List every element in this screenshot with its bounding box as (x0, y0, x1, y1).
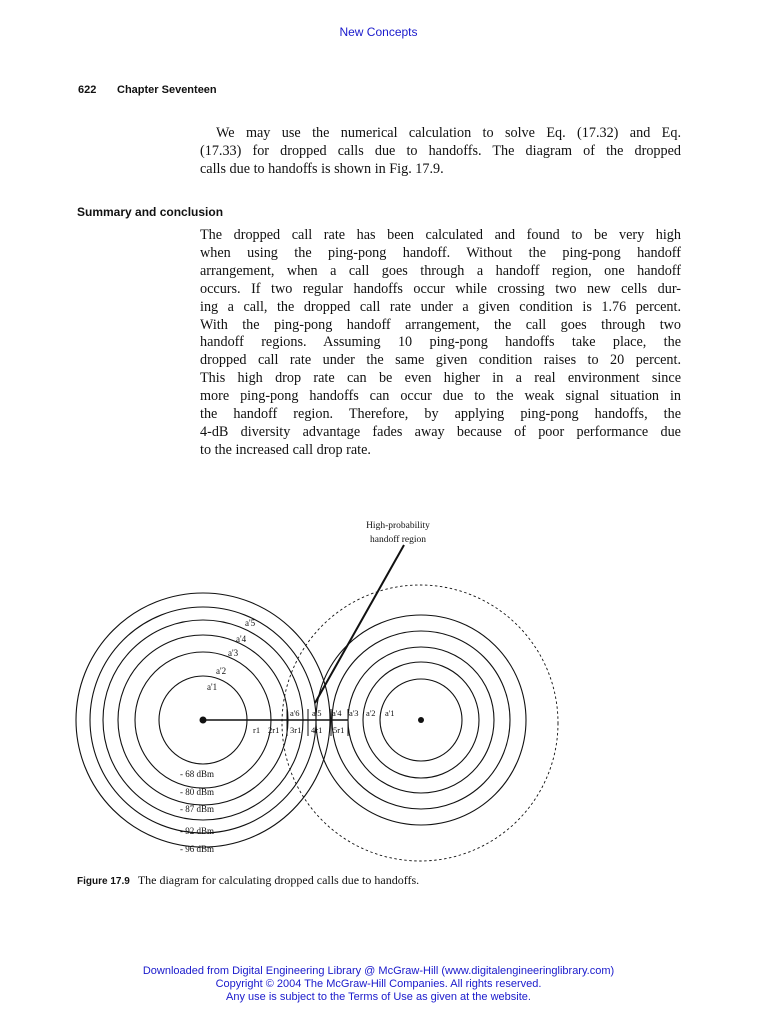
footer-copyright: Copyright © 2004 The McGraw-Hill Companies. All rights reserved. (215, 978, 542, 990)
ring-label: a'1 (385, 708, 395, 718)
footer-terms[interactable]: Any use is subject to the Terms of Use as given at the website. (226, 991, 531, 1003)
text-line: when using the ping-pong handoff. Without the ping-pong handoff (200, 244, 681, 261)
text-line: to the increased call drop rate. (200, 441, 371, 458)
text-line: This high drop rate can be even higher in a real environment since (200, 370, 681, 387)
text-line: arrangement, when a call goes through a handoff region, one handoff (200, 262, 681, 279)
ring-label: a'5 (312, 708, 322, 718)
signal-level-label: - 80 dBm (180, 787, 215, 797)
ring-label: a'3 (349, 708, 359, 718)
right-cell-boundary (282, 585, 558, 861)
ring-label: a'3 (228, 648, 239, 658)
page-number: 622 (78, 84, 97, 96)
text-line: 4-dB diversity advantage fades away because of poor performance due (200, 423, 681, 440)
figure-label: Figure 17.9 (77, 876, 130, 887)
text-line: the handoff region. Therefore, by applying ping-pong handoffs, the (200, 406, 681, 423)
text-line: handoff regions. Assuming 10 ping-pong handoffs take place, the (200, 334, 681, 351)
text-line: ing a call, the dropped call rate under a given condition is 1.76 percent. (200, 298, 681, 315)
ring-label: a'5 (245, 618, 256, 628)
radius-label: 5r1 (333, 725, 345, 735)
paragraph-summary (200, 227, 681, 460)
ring-label: a'4 (332, 708, 342, 718)
figure-caption-text: The diagram for calculating dropped calls due to handoffs. (137, 873, 420, 887)
ring-label: a'2 (216, 666, 227, 676)
ring-label: a'6 (290, 708, 300, 718)
footer (0, 965, 757, 1004)
ring-label: a'2 (366, 708, 376, 718)
callout-label-line2: handoff region (369, 535, 427, 545)
right-cell-site (418, 717, 424, 723)
text-line: With the ping-pong handoff arrangement, the call goes through two (200, 316, 681, 333)
text-line: We may use the numerical calculation to solve Eq. (17.32) and Eq. (216, 125, 681, 141)
signal-level-label: - 68 dBm (180, 769, 215, 779)
chapter-title: Chapter Seventeen (117, 84, 217, 96)
callout-label-line1: High-probability (366, 521, 430, 531)
text-line: (17.33) for dropped calls due to handoffs. The diagram of the dropped (200, 142, 681, 159)
radius-label: 4r1 (311, 725, 323, 735)
section-heading-summary: Summary and conclusion (77, 205, 224, 219)
text-line: more ping-pong handoffs can occur due to the weak signal situation in (200, 388, 681, 405)
top-link[interactable]: New Concepts (339, 25, 418, 39)
text-line: dropped call rate under the same given condition raises to 20 percent. (200, 352, 681, 369)
text-line: The dropped call rate has been calculated and found to be very high (200, 227, 681, 243)
text-line: calls due to handoffs is shown in Fig. 17.9. (200, 160, 444, 177)
radius-label: r1 (253, 725, 261, 735)
radius-label: 3r1 (290, 725, 302, 735)
signal-level-label: - 92 dBm (180, 826, 215, 836)
text-line: occurs. If two regular handoffs occur while crossing two new cells dur- (200, 280, 681, 297)
ring-label: a'1 (207, 682, 218, 692)
ring-label: a'4 (236, 634, 247, 644)
signal-level-label: - 87 dBm (180, 804, 215, 814)
handoff-diagram (0, 505, 757, 867)
paragraph-dropped-calls-intro (200, 125, 681, 179)
footer-download-link[interactable]: Downloaded from Digital Engineering Library @ McGraw-Hill (www.digitalengineeringlibrary.com) (142, 965, 615, 977)
callout-pointer (315, 545, 404, 703)
radius-label: 2r1 (268, 725, 280, 735)
figure-caption (77, 873, 419, 888)
signal-level-label: - 96 dBm (180, 844, 215, 854)
